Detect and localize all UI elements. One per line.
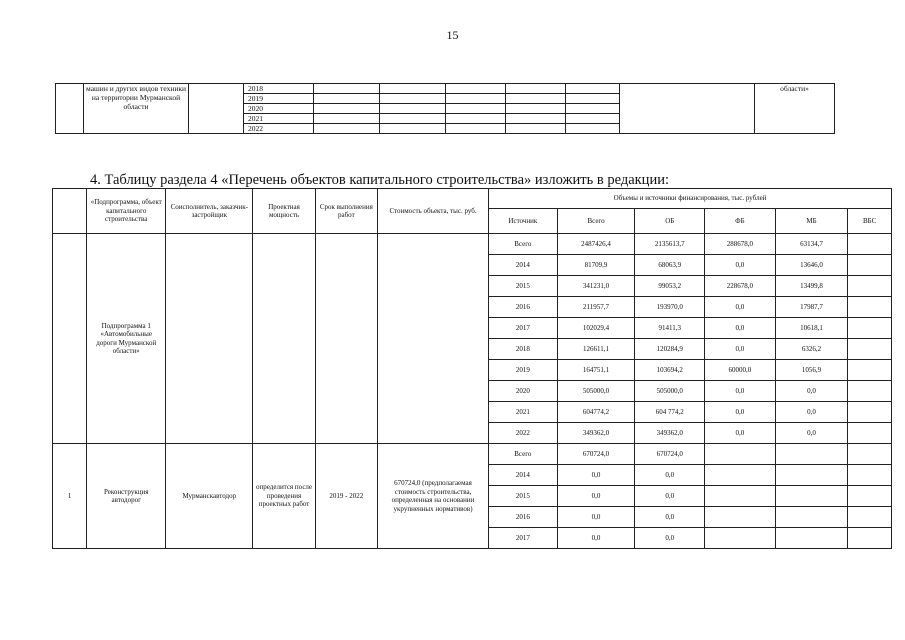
top-year-cell: 2018 bbox=[244, 84, 314, 94]
cell-total: 349362,0 bbox=[557, 423, 635, 444]
top-value-cell bbox=[506, 94, 566, 104]
object-term: 2019 - 2022 bbox=[315, 444, 377, 549]
object-name: Подпрограмма 1 «Автомобильные дороги Мурманской области» bbox=[87, 234, 166, 444]
top-value-cell bbox=[506, 124, 566, 134]
top-blank-cell bbox=[620, 84, 755, 134]
table-body bbox=[53, 234, 892, 549]
top-right-text: области» bbox=[755, 84, 835, 134]
object-capacity bbox=[253, 234, 315, 444]
cell-vbs bbox=[848, 381, 892, 402]
header-ob: ОБ bbox=[635, 209, 705, 234]
top-value-cell bbox=[380, 124, 446, 134]
top-value-cell bbox=[446, 104, 506, 114]
cell-total: 0,0 bbox=[557, 528, 635, 549]
cell-mb: 1056,9 bbox=[775, 360, 848, 381]
top-value-cell bbox=[506, 104, 566, 114]
header-cost: Стоимость объекта, тыс. руб. bbox=[377, 189, 488, 234]
cell-mb bbox=[775, 465, 848, 486]
cell-total: 0,0 bbox=[557, 486, 635, 507]
cell-mb: 17987,7 bbox=[775, 297, 848, 318]
cell-fb: 0,0 bbox=[705, 339, 776, 360]
top-fragment-body bbox=[56, 84, 835, 134]
header-capacity: Проектная мощность bbox=[253, 189, 315, 234]
header-mb: МБ bbox=[775, 209, 848, 234]
table-row bbox=[53, 444, 892, 465]
cell-source: 2016 bbox=[489, 297, 558, 318]
cell-fb: 288678,0 bbox=[705, 234, 776, 255]
cell-total: 211957,7 bbox=[557, 297, 635, 318]
top-value-cell bbox=[314, 124, 380, 134]
top-fragment-table bbox=[55, 83, 835, 134]
cell-ob: 2135613,7 bbox=[635, 234, 705, 255]
cell-source: 2018 bbox=[489, 339, 558, 360]
cell-source: 2017 bbox=[489, 528, 558, 549]
cell-fb bbox=[705, 507, 776, 528]
cell-total: 604774,2 bbox=[557, 402, 635, 423]
header-number bbox=[53, 189, 87, 234]
header-vbs: ВБС bbox=[848, 209, 892, 234]
cell-ob: 103694,2 bbox=[635, 360, 705, 381]
cell-source: Всего bbox=[489, 234, 558, 255]
cell-mb: 13499,8 bbox=[775, 276, 848, 297]
top-year-cell: 2021 bbox=[244, 114, 314, 124]
cell-source: 2022 bbox=[489, 423, 558, 444]
top-value-cell bbox=[446, 114, 506, 124]
cell-total: 81709,9 bbox=[557, 255, 635, 276]
top-fragment-row bbox=[56, 84, 835, 94]
page-number: 15 bbox=[446, 28, 459, 42]
cell-total: 505000,0 bbox=[557, 381, 635, 402]
object-executor bbox=[166, 234, 253, 444]
top-value-cell bbox=[566, 104, 620, 114]
cell-ob: 0,0 bbox=[635, 507, 705, 528]
cell-source: 2014 bbox=[489, 465, 558, 486]
cell-source: 2014 bbox=[489, 255, 558, 276]
cell-vbs bbox=[848, 402, 892, 423]
header-subprogram: «Подпрограмма, объект капитального строительства bbox=[87, 189, 166, 234]
cell-ob: 193970,0 bbox=[635, 297, 705, 318]
cell-fb: 0,0 bbox=[705, 402, 776, 423]
object-number bbox=[53, 234, 87, 444]
cell-vbs bbox=[848, 276, 892, 297]
cell-fb bbox=[705, 486, 776, 507]
top-value-cell bbox=[566, 84, 620, 94]
cell-vbs bbox=[848, 444, 892, 465]
object-number: 1 bbox=[53, 444, 87, 549]
cell-fb: 0,0 bbox=[705, 255, 776, 276]
cell-vbs bbox=[848, 465, 892, 486]
object-executor: Мурманскавтодор bbox=[166, 444, 253, 549]
cell-fb bbox=[705, 465, 776, 486]
cell-vbs bbox=[848, 234, 892, 255]
top-value-cell bbox=[314, 114, 380, 124]
top-number-cell bbox=[56, 84, 84, 134]
cell-ob: 604 774,2 bbox=[635, 402, 705, 423]
object-term bbox=[315, 234, 377, 444]
header-source: Источник bbox=[489, 209, 558, 234]
top-value-cell bbox=[446, 94, 506, 104]
cell-ob: 99053,2 bbox=[635, 276, 705, 297]
top-value-cell bbox=[566, 94, 620, 104]
cell-total: 670724,0 bbox=[557, 444, 635, 465]
top-value-cell bbox=[566, 114, 620, 124]
cell-total: 164751,1 bbox=[557, 360, 635, 381]
top-value-cell bbox=[380, 84, 446, 94]
cell-ob: 120284,9 bbox=[635, 339, 705, 360]
cell-mb bbox=[775, 486, 848, 507]
cell-mb: 10618,1 bbox=[775, 318, 848, 339]
cell-vbs bbox=[848, 255, 892, 276]
cell-mb: 13646,0 bbox=[775, 255, 848, 276]
cell-fb: 228678,0 bbox=[705, 276, 776, 297]
cell-mb: 0,0 bbox=[775, 423, 848, 444]
capital-construction-table bbox=[52, 188, 892, 549]
cell-mb bbox=[775, 507, 848, 528]
cell-ob: 670724,0 bbox=[635, 444, 705, 465]
cell-source: 2020 bbox=[489, 381, 558, 402]
cell-fb: 0,0 bbox=[705, 381, 776, 402]
top-value-cell bbox=[314, 104, 380, 114]
cell-ob: 349362,0 bbox=[635, 423, 705, 444]
cell-fb bbox=[705, 444, 776, 465]
top-value-cell bbox=[314, 94, 380, 104]
cell-vbs bbox=[848, 297, 892, 318]
cell-vbs bbox=[848, 507, 892, 528]
cell-ob: 0,0 bbox=[635, 486, 705, 507]
cell-ob: 505000,0 bbox=[635, 381, 705, 402]
cell-fb: 0,0 bbox=[705, 297, 776, 318]
cell-source: Всего bbox=[489, 444, 558, 465]
header-term: Срок выполнения работ bbox=[315, 189, 377, 234]
top-value-cell bbox=[566, 124, 620, 134]
cell-total: 341231,0 bbox=[557, 276, 635, 297]
top-value-cell bbox=[506, 84, 566, 94]
cell-fb bbox=[705, 528, 776, 549]
cell-total: 126611,1 bbox=[557, 339, 635, 360]
object-cost bbox=[377, 234, 488, 444]
cell-fb: 60000,0 bbox=[705, 360, 776, 381]
top-year-cell: 2019 bbox=[244, 94, 314, 104]
header-executor: Соисполнитель, заказчик-застройщик bbox=[166, 189, 253, 234]
top-value-cell bbox=[446, 124, 506, 134]
cell-ob: 0,0 bbox=[635, 528, 705, 549]
top-value-cell bbox=[314, 84, 380, 94]
top-value-cell bbox=[380, 104, 446, 114]
cell-vbs bbox=[848, 360, 892, 381]
header-fb: ФБ bbox=[705, 209, 776, 234]
cell-mb: 6326,2 bbox=[775, 339, 848, 360]
header-financing: Объемы и источники финансирования, тыс. рублей bbox=[489, 189, 892, 209]
cell-vbs bbox=[848, 486, 892, 507]
top-left-text: машин и других видов техники на территории Мурманской области bbox=[84, 84, 189, 134]
top-year-cell: 2020 bbox=[244, 104, 314, 114]
cell-fb: 0,0 bbox=[705, 318, 776, 339]
top-value-cell bbox=[380, 114, 446, 124]
cell-total: 0,0 bbox=[557, 465, 635, 486]
cell-source: 2019 bbox=[489, 360, 558, 381]
cell-total: 102029,4 bbox=[557, 318, 635, 339]
top-value-cell bbox=[446, 84, 506, 94]
header-total: Всего bbox=[557, 209, 635, 234]
cell-mb bbox=[775, 444, 848, 465]
cell-source: 2017 bbox=[489, 318, 558, 339]
top-value-cell bbox=[380, 94, 446, 104]
cell-mb: 0,0 bbox=[775, 381, 848, 402]
cell-vbs bbox=[848, 423, 892, 444]
top-year-cell: 2022 bbox=[244, 124, 314, 134]
cell-total: 2487426,4 bbox=[557, 234, 635, 255]
cell-fb: 0,0 bbox=[705, 423, 776, 444]
cell-vbs bbox=[848, 318, 892, 339]
cell-source: 2016 bbox=[489, 507, 558, 528]
cell-source: 2015 bbox=[489, 276, 558, 297]
cell-mb bbox=[775, 528, 848, 549]
cell-ob: 0,0 bbox=[635, 465, 705, 486]
cell-vbs bbox=[848, 339, 892, 360]
cell-source: 2015 bbox=[489, 486, 558, 507]
object-cost: 670724,0 (предполагаемая стоимость строительства, определенная на основании укрупненных нормативов) bbox=[377, 444, 488, 549]
top-value-cell bbox=[506, 114, 566, 124]
section-heading: 4. Таблицу раздела 4 «Перечень объектов капитального строительства» изложить в редакции: bbox=[90, 172, 669, 188]
cell-ob: 91411,3 bbox=[635, 318, 705, 339]
top-empty-cell bbox=[189, 84, 244, 134]
cell-ob: 68063,9 bbox=[635, 255, 705, 276]
table-row bbox=[53, 234, 892, 255]
cell-source: 2021 bbox=[489, 402, 558, 423]
object-capacity: определится после проведения проектных работ bbox=[253, 444, 315, 549]
cell-total: 0,0 bbox=[557, 507, 635, 528]
cell-vbs bbox=[848, 528, 892, 549]
cell-mb: 0,0 bbox=[775, 402, 848, 423]
cell-mb: 63134,7 bbox=[775, 234, 848, 255]
object-name: Реконструкция автодорог bbox=[87, 444, 166, 549]
